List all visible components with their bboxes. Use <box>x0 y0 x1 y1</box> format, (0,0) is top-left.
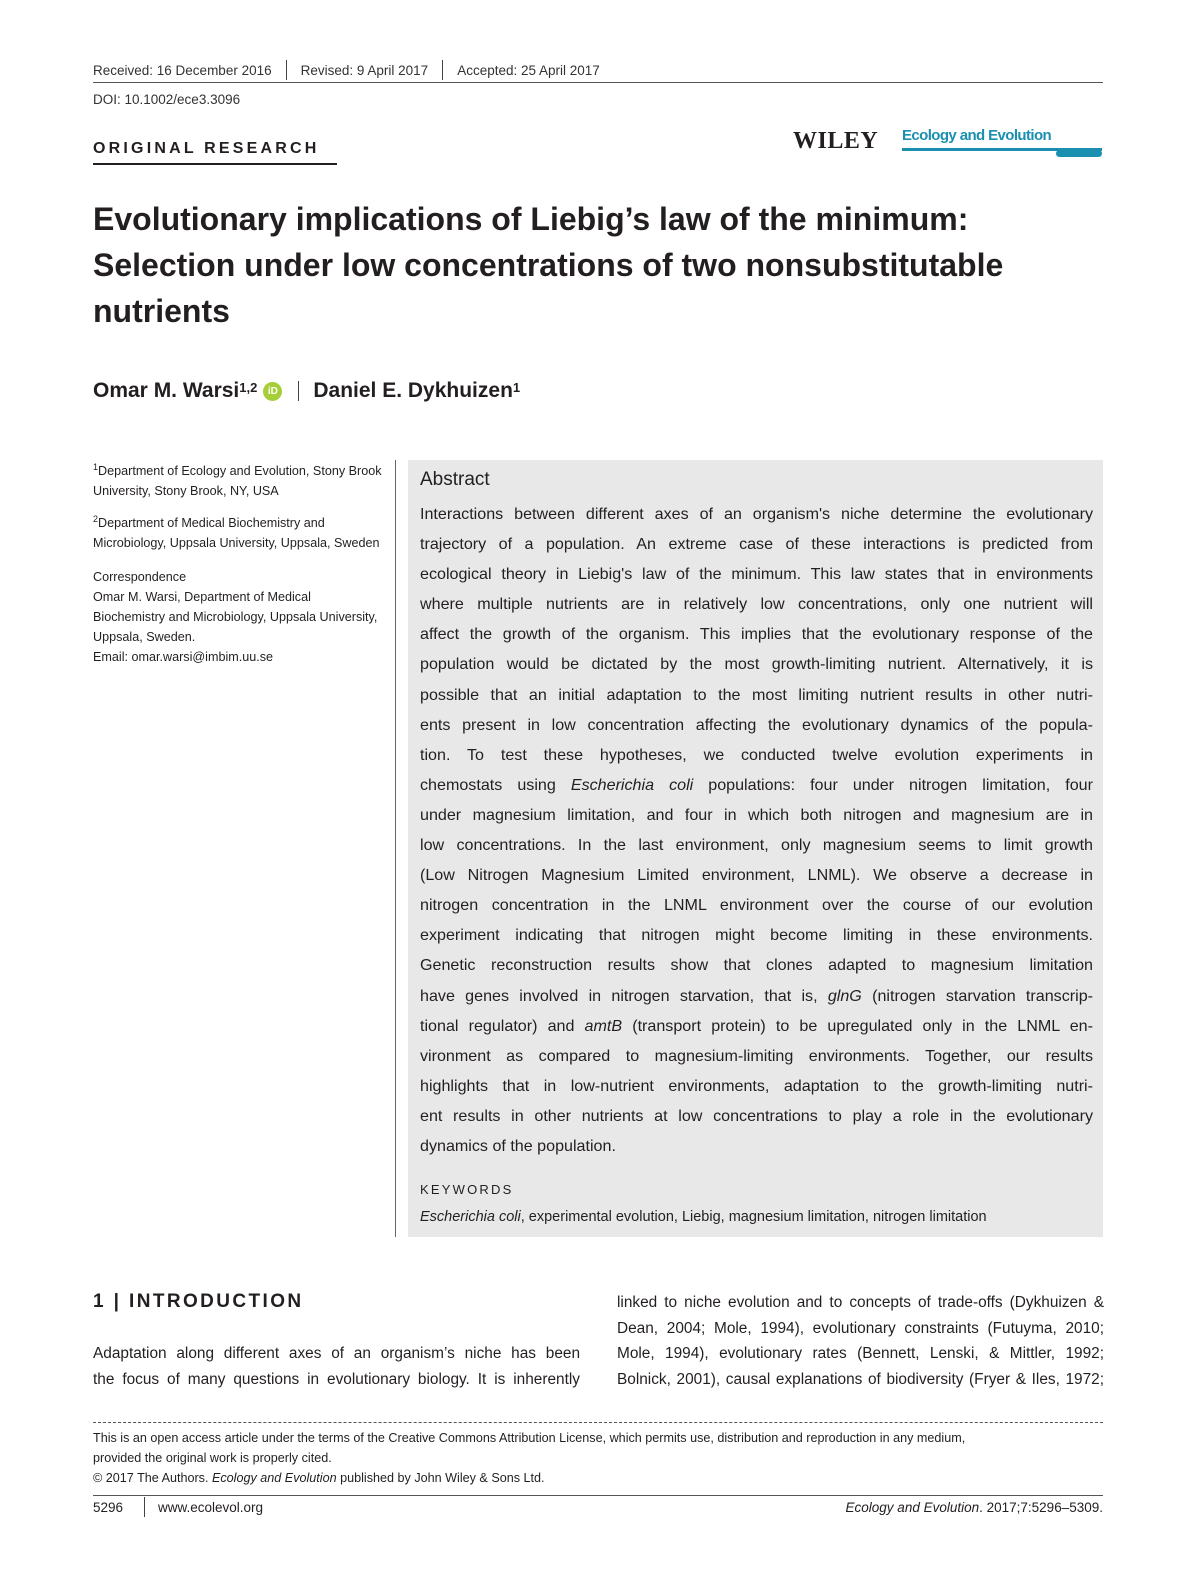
open-access-badge <box>1056 150 1102 157</box>
abstract-line: tional regulator) and amtB (transport protein) to be upregulated only in the LNML en- <box>420 1016 1093 1035</box>
journal-citation: Ecology and Evolution. 2017;7:5296–5309. <box>845 1500 1103 1515</box>
abstract-box <box>408 460 1103 1237</box>
author-affil-sup: 1,2 <box>239 379 258 395</box>
author-affil-sup: 1 <box>512 379 521 395</box>
body-line: linked to niche evolution and to concepts of trade-offs (Dykhuizen & <box>617 1294 1104 1311</box>
affiliation-2: $^2$Department of Medical Biochemistry and Microbiology, Uppsala University, Uppsala, Sweden <box>93 514 380 551</box>
affiliations <box>93 457 383 667</box>
author-name[interactable]: Daniel E. Dykhuizen <box>313 379 513 402</box>
author-divider <box>298 381 299 401</box>
journal-logo: Ecology and Evolution <box>902 127 1052 144</box>
doi[interactable]: DOI: 10.1002/ece3.3096 <box>93 92 241 107</box>
abstract-body <box>420 499 1093 1161</box>
article-title <box>93 196 1093 334</box>
abstract-line: dynamics of the population. <box>420 1136 616 1155</box>
abstract-line: where multiple nutrients are in relatively low concentrations, only one nutrient will <box>420 595 1093 614</box>
abstract-heading: Abstract <box>420 469 490 490</box>
introduction-heading: 1 | INTRODUCTION <box>93 1291 304 1312</box>
correspondence-heading: Correspondence <box>93 570 187 585</box>
license-text <box>93 1428 1103 1488</box>
license-rule <box>93 1422 1103 1423</box>
publisher-logo: WILEY <box>793 128 879 154</box>
abstract-line: low concentrations. In the last environment, only magnesium seems to limit growth <box>420 836 1093 855</box>
abstract-line: have genes involved in nitrogen starvation, that is, glnG (nitrogen starvation transcrip- <box>420 986 1093 1005</box>
title-line: Selection under low concentrations of two nonsubstitutable <box>93 247 1004 283</box>
orcid-icon[interactable]: iD <box>263 382 282 401</box>
keywords-list: Escherichia coli, experimental evolution, Liebig, magnesium limitation, nitrogen limitation <box>420 1209 987 1225</box>
abstract-line: Interactions between different axes of an organism's niche determine the evolutionary <box>420 505 1093 523</box>
introduction-column-left <box>93 1341 580 1392</box>
author-name[interactable]: Omar M. Warsi <box>93 379 240 402</box>
abstract-line: highlights that in low-nutrient environments, adaptation to the growth-limiting nutri- <box>420 1076 1093 1095</box>
abstract-line: tion. To test these hypotheses, we conducted twelve evolution experiments in <box>420 745 1093 764</box>
title-line: nutrients <box>93 293 230 329</box>
keywords-heading: KEYWORDS <box>420 1182 514 1197</box>
column-divider <box>395 460 396 1237</box>
author-list <box>93 379 520 403</box>
date-divider <box>286 60 287 80</box>
section-underline <box>93 163 337 165</box>
abstract-line: ecological theory in Liebig's law of the minimum. This law states that in environments <box>420 565 1093 584</box>
footer-divider <box>144 1497 145 1517</box>
footer-rule <box>93 1495 1103 1496</box>
correspondence-body: Omar M. Warsi, Department of Medical Biochemistry and Microbiology, Uppsala University, Uppsala, Sweden. <box>93 590 378 645</box>
affiliation-1: $^1$Department of Ecology and Evolution, Stony Brook University, Stony Brook, NY, USA <box>93 462 382 499</box>
date-divider <box>442 60 443 80</box>
body-line: Bolnick, 2001), causal explanations of biodiversity (Fryer & Iles, 1972; <box>617 1370 1104 1388</box>
title-line: Evolutionary implications of Liebig’s law of the minimum: <box>93 201 969 237</box>
abstract-line: ent results in other nutrients at low concentrations to play a role in the evolutionary <box>420 1106 1093 1125</box>
license-line: This is an open access article under the terms of the Creative Commons Attribution License, which permits use, distribution and reproduction in any medium, <box>93 1431 966 1445</box>
abstract-line: ents present in low concentration affecting the evolutionary dynamics of the popula- <box>420 715 1093 734</box>
abstract-line: (Low Nitrogen Magnesium Limited environment, LNML). We observe a decrease in <box>420 866 1093 885</box>
abstract-line: Genetic reconstruction results show that clones adapted to magnesium limitation <box>420 956 1093 975</box>
body-line: the focus of many questions in evolutionary biology. It is inherently <box>93 1370 580 1388</box>
page-number: 5296 <box>93 1500 124 1515</box>
abstract-line: experiment indicating that nitrogen might become limiting in these environments. <box>420 926 1093 945</box>
abstract-line: vironment as compared to magnesium-limiting environments. Together, our results <box>420 1046 1093 1065</box>
header-rule <box>93 82 1103 83</box>
abstract-line: possible that an initial adaptation to the most limiting nutrient results in other nutri- <box>420 685 1093 704</box>
abstract-line: trajectory of a population. An extreme case of these interactions is predicted from <box>420 535 1093 554</box>
accepted-date: Accepted: 25 April 2017 <box>457 62 600 78</box>
abstract-line: nitrogen concentration in the LNML environment over the course of our evolution <box>420 896 1093 915</box>
introduction-column-right <box>617 1290 1104 1392</box>
received-date: Received: 16 December 2016 <box>93 62 272 78</box>
copyright-line: © 2017 The Authors. Ecology and Evolution published by John Wiley & Sons Ltd. <box>93 1471 545 1485</box>
body-line: Dean, 2004; Mole, 1994), evolutionary constraints (Futuyma, 2010; <box>617 1319 1104 1337</box>
abstract-line: population would be dictated by the most growth-limiting nutrient. Alternatively, it is <box>420 655 1093 674</box>
license-line: provided the original work is properly cited. <box>93 1451 332 1465</box>
abstract-line: chemostats using Escherichia coli populations: four under nitrogen limitation, four <box>420 775 1093 794</box>
abstract-line: under magnesium limitation, and four in which both nitrogen and magnesium are in <box>420 805 1093 824</box>
article-dates <box>93 60 600 80</box>
correspondence-email[interactable]: Email: omar.warsi@imbim.uu.se <box>93 650 274 665</box>
journal-url[interactable]: www.ecolevol.org <box>158 1500 264 1515</box>
body-line: Mole, 1994), evolutionary rates (Bennett, Lenski, & Mittler, 1992; <box>617 1345 1104 1362</box>
section-label: ORIGINAL RESEARCH <box>93 140 320 157</box>
body-line: Adaptation along different axes of an organism’s niche has been <box>93 1345 580 1362</box>
abstract-line: affect the growth of the organism. This implies that the evolutionary response of the <box>420 625 1093 644</box>
revised-date: Revised: 9 April 2017 <box>300 62 429 78</box>
